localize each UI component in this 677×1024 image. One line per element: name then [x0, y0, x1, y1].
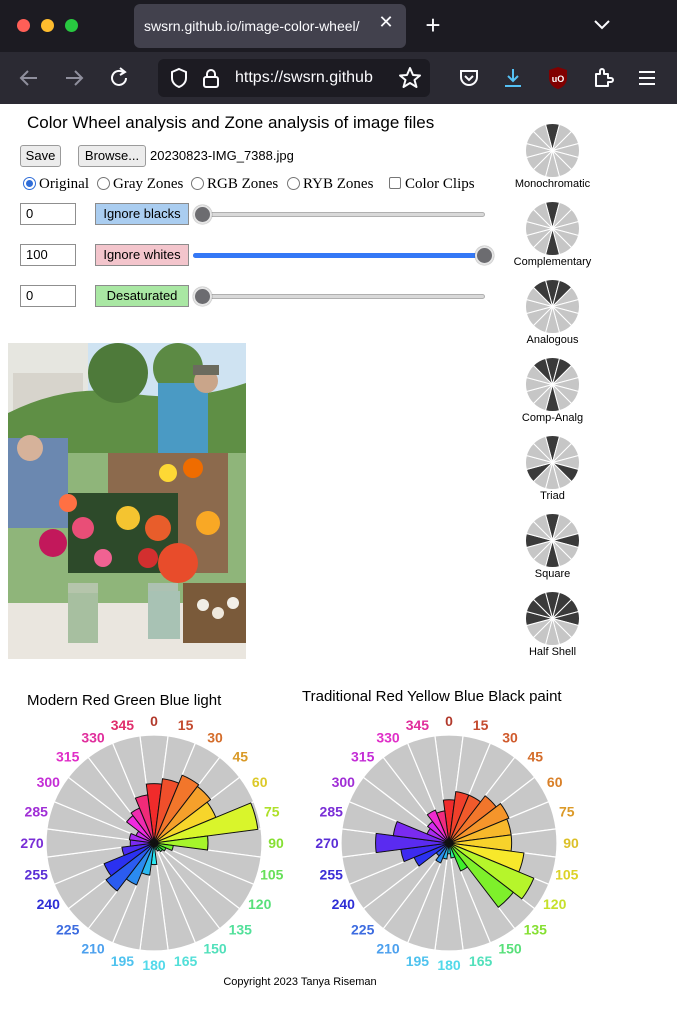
radio-button-icon[interactable]: [191, 177, 204, 190]
angle-label: 15: [472, 717, 489, 734]
selected-filename: 20230823-IMG_7388.jpg: [150, 148, 294, 163]
angle-label: 135: [228, 921, 252, 938]
browse-button[interactable]: Browse...: [78, 145, 146, 167]
analyzed-image: [8, 343, 246, 659]
angle-label: 45: [527, 748, 544, 765]
download-icon[interactable]: [500, 65, 526, 91]
color-scheme-wheel-icon: [524, 512, 581, 569]
extensions-icon[interactable]: [590, 65, 616, 91]
angle-label: 285: [24, 803, 48, 820]
angle-label: 300: [36, 774, 60, 790]
tab-title: swsrn.github.io/image-color-wheel/: [144, 18, 360, 34]
angle-label: 165: [173, 952, 198, 969]
angle-label: 285: [319, 803, 343, 820]
radio-button-icon[interactable]: [23, 177, 36, 190]
angle-label: 195: [110, 952, 135, 969]
title-bar: [0, 0, 677, 52]
angle-label: 345: [110, 717, 135, 734]
scheme-half-shell[interactable]: [505, 590, 600, 658]
ublock-icon[interactable]: [545, 65, 571, 91]
minimize-window-button[interactable]: [41, 19, 54, 32]
ryb-wheel-title: Traditional Red Yellow Blue Black paint: [302, 688, 562, 705]
angle-label: 210: [376, 940, 400, 957]
color-clips-checkbox[interactable]: Color Clips: [389, 174, 475, 194]
ignore-whites-input[interactable]: 100: [20, 244, 76, 266]
shield-icon[interactable]: [166, 65, 192, 91]
angle-label: 30: [502, 729, 518, 746]
svg-text:uO: uO: [551, 74, 565, 84]
color-scheme-wheel-icon: [524, 122, 581, 179]
back-icon[interactable]: [16, 65, 42, 91]
ignore-whites-label: Ignore whites: [95, 244, 189, 266]
angle-label: 225: [351, 921, 375, 938]
zoom-window-button[interactable]: [65, 19, 78, 32]
scheme-label: Triad: [540, 490, 565, 502]
angle-label: 315: [56, 748, 80, 765]
angle-label: 240: [331, 896, 355, 912]
angle-label: 225: [56, 921, 80, 938]
angle-label: 60: [546, 774, 563, 790]
radio-ryb-zones[interactable]: RYB Zones: [287, 174, 373, 194]
angle-label: 120: [543, 896, 567, 912]
browser-tab[interactable]: [134, 4, 406, 48]
scheme-label: Comp-Analg: [521, 412, 584, 424]
angle-label: 330: [376, 729, 400, 746]
scheme-monochromatic[interactable]: [505, 122, 600, 190]
desaturated-input[interactable]: 0: [20, 285, 76, 307]
angle-label: 30: [207, 729, 223, 746]
new-tab-icon[interactable]: +: [425, 10, 441, 40]
ignore-whites-slider[interactable]: [193, 246, 485, 266]
angle-label: 60: [251, 774, 268, 790]
scheme-square[interactable]: [505, 512, 600, 580]
color-scheme-list: [505, 104, 600, 664]
angle-label: 195: [405, 952, 430, 969]
angle-label: 345: [405, 717, 430, 734]
color-scheme-wheel-icon: [524, 590, 581, 647]
angle-label: 0: [445, 713, 453, 729]
angle-label: 255: [319, 866, 343, 883]
angle-label: 90: [268, 835, 284, 851]
tab-list-icon[interactable]: [590, 14, 614, 36]
angle-label: 0: [150, 713, 158, 729]
slider-thumb[interactable]: [193, 205, 212, 224]
scheme-label: Monochromatic: [514, 178, 591, 190]
close-tab-icon[interactable]: ✕: [378, 12, 394, 32]
web-page: [0, 104, 677, 1024]
angle-label: 315: [351, 748, 375, 765]
angle-label: 210: [81, 940, 105, 957]
address-bar[interactable]: [158, 59, 430, 97]
angle-label: 255: [24, 866, 48, 883]
angle-label: 240: [36, 896, 60, 912]
color-scheme-wheel-icon: [524, 434, 581, 491]
reload-icon[interactable]: [106, 65, 132, 91]
slider-thumb[interactable]: [475, 246, 494, 265]
forward-icon[interactable]: [61, 65, 87, 91]
angle-label: 330: [81, 729, 105, 746]
color-scheme-wheel-icon: [524, 356, 581, 413]
scheme-triad[interactable]: [505, 434, 600, 502]
scheme-label: Analogous: [526, 334, 579, 346]
desaturated-slider[interactable]: [193, 287, 485, 307]
checkbox-icon[interactable]: [389, 177, 401, 189]
menu-icon[interactable]: [634, 65, 660, 91]
rgb-color-wheel-chart: [20, 712, 300, 977]
scheme-label: Square: [534, 568, 571, 580]
url-text: https://swsrn.github: [235, 69, 373, 86]
page-title: Color Wheel analysis and Zone analysis of image files: [27, 113, 435, 132]
ignore-blacks-label: Ignore blacks: [95, 203, 189, 225]
ignore-blacks-input[interactable]: 0: [20, 203, 76, 225]
scheme-label: Complementary: [513, 256, 592, 268]
copyright-text: Copyright 2023 Tanya Riseman: [223, 976, 377, 988]
angle-label: 15: [177, 717, 194, 734]
angle-label: 270: [20, 835, 44, 851]
radio-button-icon[interactable]: [287, 177, 300, 190]
scheme-complementary[interactable]: [505, 200, 600, 268]
angle-label: 105: [555, 866, 579, 883]
desaturated-label: Desaturated: [95, 285, 189, 307]
angle-label: 120: [248, 896, 272, 912]
close-window-button[interactable]: [17, 19, 30, 32]
radio-rgb-zones[interactable]: RGB Zones: [191, 174, 278, 194]
rgb-wheel-title: Modern Red Green Blue light: [27, 692, 222, 709]
pocket-icon[interactable]: [456, 65, 482, 91]
angle-label: 135: [523, 921, 547, 938]
ryb-color-wheel-chart: [315, 712, 595, 977]
bookmark-star-icon[interactable]: [397, 65, 423, 91]
angle-label: 150: [498, 940, 522, 957]
angle-label: 180: [142, 957, 166, 973]
angle-label: 165: [468, 952, 493, 969]
angle-label: 300: [331, 774, 355, 790]
angle-label: 105: [260, 866, 284, 883]
angle-label: 45: [232, 748, 249, 765]
navigation-toolbar: [0, 52, 677, 104]
save-button[interactable]: Save: [20, 145, 61, 167]
scheme-analogous[interactable]: [505, 278, 600, 346]
ignore-blacks-slider[interactable]: [193, 205, 485, 225]
scheme-label: Half Shell: [528, 646, 577, 658]
angle-label: 180: [437, 957, 461, 973]
radio-gray-zones[interactable]: Gray Zones: [97, 174, 183, 194]
color-scheme-wheel-icon: [524, 278, 581, 335]
lock-icon[interactable]: [198, 65, 224, 91]
angle-label: 75: [264, 803, 280, 820]
angle-label: 90: [563, 835, 579, 851]
scheme-comp-analg[interactable]: [505, 356, 600, 424]
angle-label: 150: [203, 940, 227, 957]
slider-thumb[interactable]: [193, 287, 212, 306]
angle-label: 75: [559, 803, 575, 820]
radio-original[interactable]: Original: [23, 174, 89, 194]
angle-label: 270: [315, 835, 339, 851]
color-scheme-wheel-icon: [524, 200, 581, 257]
radio-button-icon[interactable]: [97, 177, 110, 190]
